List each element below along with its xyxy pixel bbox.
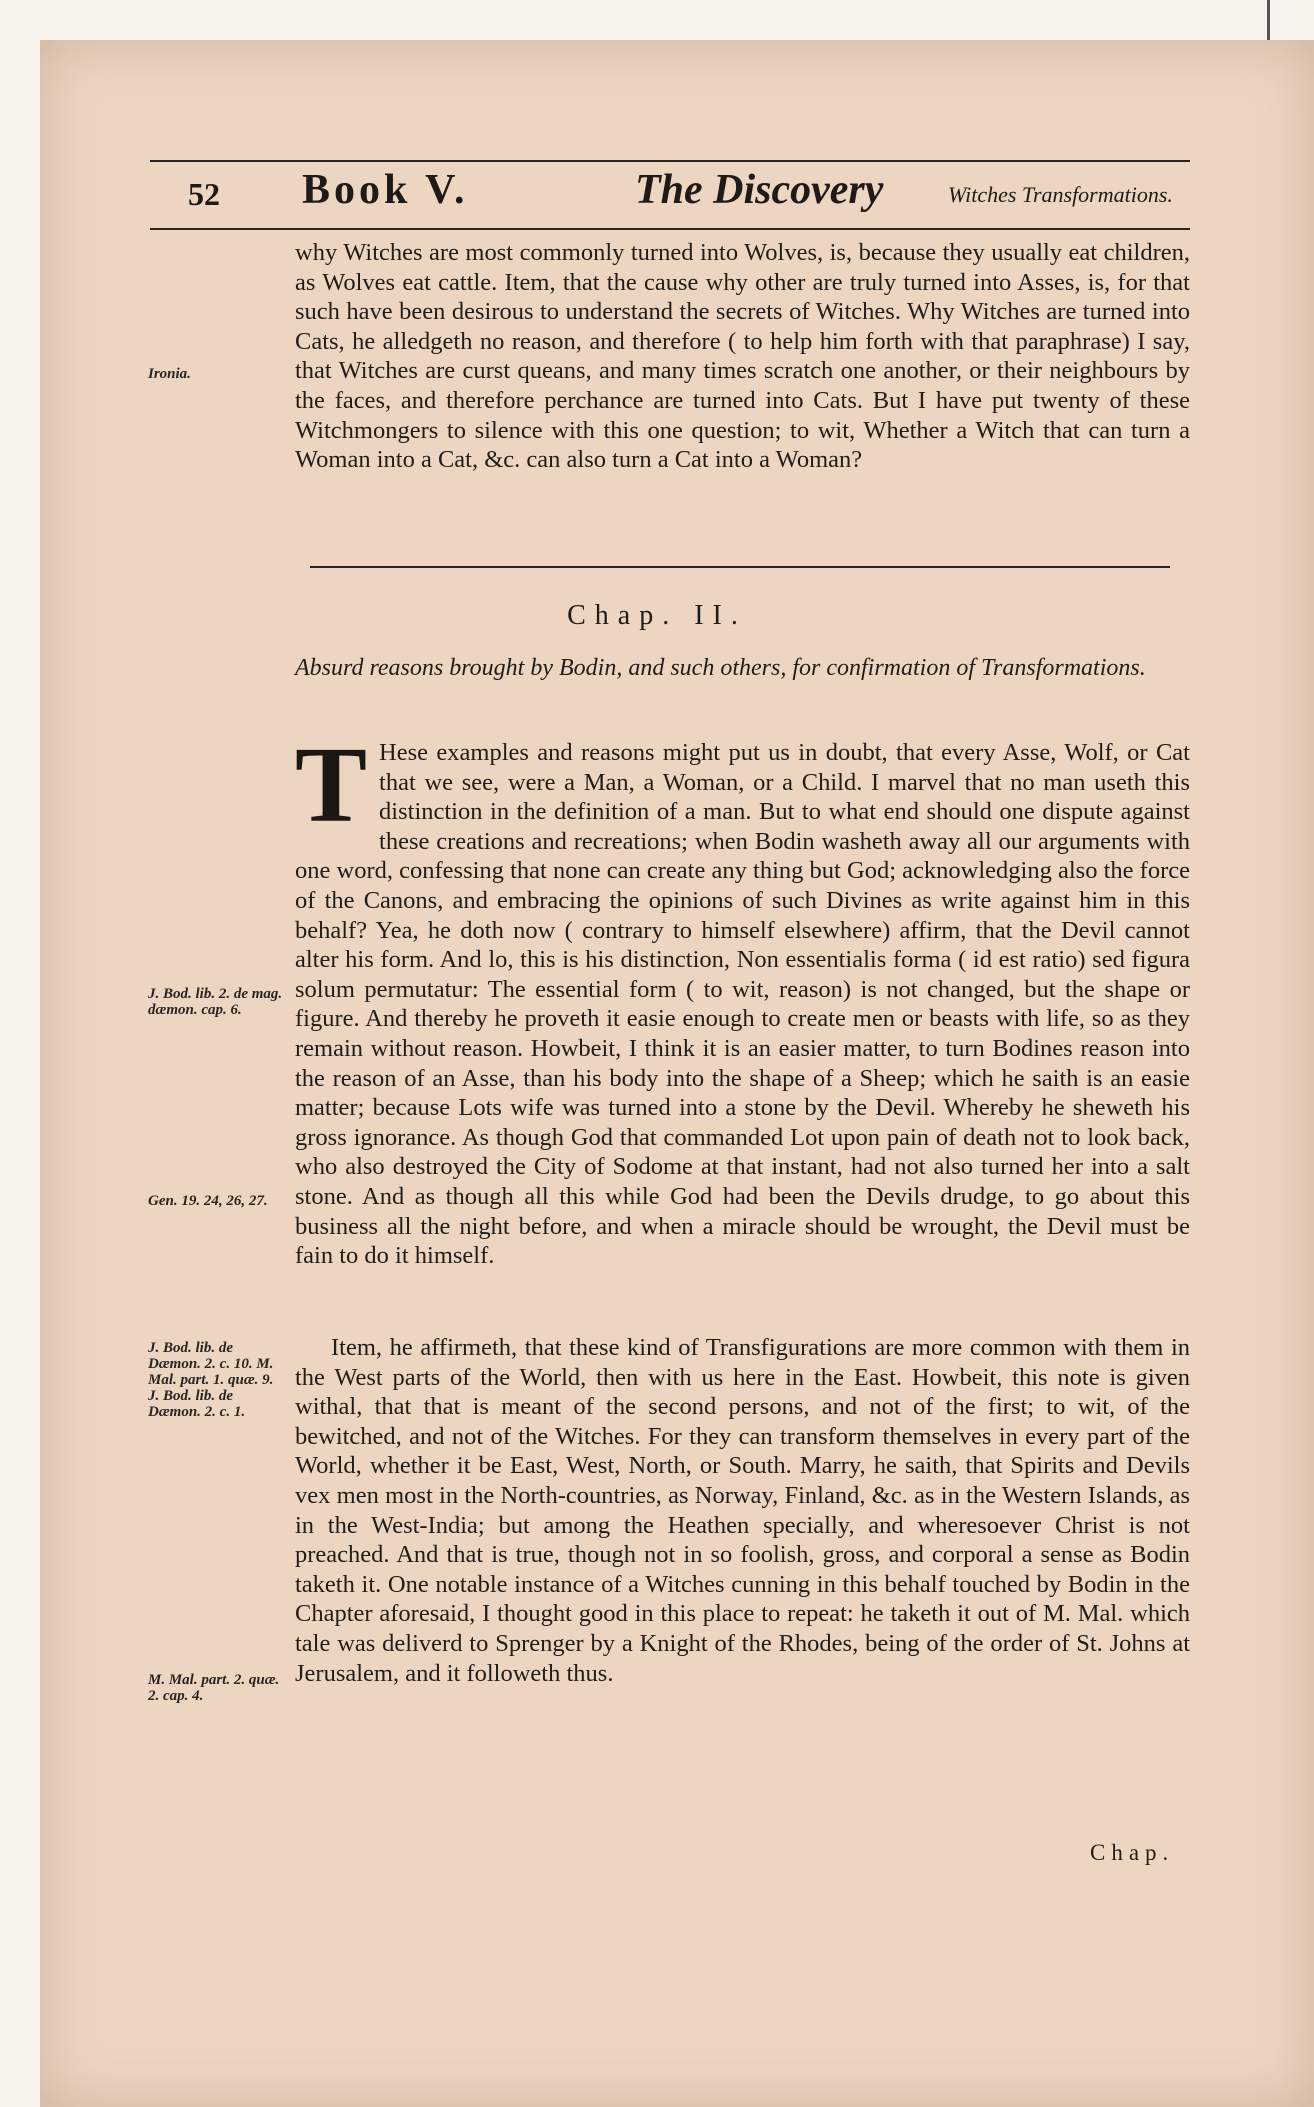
dropcap-letter: T — [295, 726, 368, 845]
margin-note-bodin-lib2: J. Bod. lib. 2. de mag. dæmon. cap. 6. — [148, 986, 283, 1018]
catchword: Chap. — [1090, 1840, 1175, 1865]
margin-note-malleus: M. Mal. part. 2. quæ. 2. cap. 4. — [148, 1672, 280, 1704]
main-paragraph-text: Hese examples and reasons might put us in doubt, that every Asse, Wolf, or Cat that we see, were a Man, a Woman, or a Child. I marvel that no man useth this distinction in the definition of a man. But to what end should one dispute against these creations and recreations; when Bodin washeth away all our arguments with one word, confessing that none can create any thing but God; acknowledging also the force of the Canons, and embracing the opinions of such Divines as write against him in this behalf? Yea, he doth now ( contrary to himself elsewhere) affirm, that the Devil cannot alter his form. And lo, this is his distinction, Non essentialis forma ( id est ratio) sed figura solum permutatur: The essential form ( to wit, reason) is not changed, but the shape or figure. And thereby he proveth it easie enough to create men or beasts with life, so as they remain without reason. Howbeit, I think it is an easier matter, to turn Bodines reason into the reason of an Asse, than his body into the shape of a Sheep; which he saith is an easie matter; because Lots wife was turned into a stone by the Devil. Whereby he sheweth his gross ignorance. As though God that commanded Lot upon pain of death not to look back, who also destroyed the City of Sodome at that instant, had not also turned her into a salt stone. And as though all this while God had been the Devils drudge, to go about this business all the night before, and when a miracle should be wrought, the Devil must be fain to do it himself. — [295, 739, 1190, 1270]
margin-note-genesis: Gen. 19. 24, 26, 27. — [148, 1193, 268, 1209]
chapter-subtitle: Absurd reasons brought by Bodin, and such others, for confirmation of Transformations. — [295, 655, 1146, 681]
page-number: 52 — [188, 176, 220, 212]
main-paragraph — [295, 726, 1190, 1271]
margin-note-ironia: Ironia. — [148, 366, 191, 382]
gutter-line — [1267, 0, 1270, 40]
book-label: Book V. — [302, 167, 469, 213]
running-title: Witches Transformations. — [948, 182, 1173, 207]
running-header — [150, 166, 1190, 226]
header-rule-top — [150, 160, 1190, 162]
chapter-title: Chap. II. — [567, 600, 747, 631]
header-title: The Discovery — [635, 167, 884, 213]
margin-note-bodin-daemon: J. Bod. lib. de Dæmon. 2. c. 10. M. Mal. part. 1. quæ. 9. J. Bod. lib. de Dæmon. 2. c. 1. — [148, 1340, 274, 1420]
second-paragraph: Item, he affirmeth, that these kind of Transfigurations are more common with them in the West parts of the World, then with us here in the East. Howbeit, this note is given withal, that that is meant of the second persons, and not of the first; to wit, of the bewitched, and not of the Witches. For they can transform themselves in every part of the World, whether it be East, West, North, or South. Marry, he saith, that Spirits and Devils vex men most in the North-countries, as Norway, Finland, &c. as in the Western Islands, as in the West-India; but among the Heathen specially, and wheresoever Christ is not preached. And that is true, though not in so foolish, gross, and corporal a sense as Bodin taketh it. One notable instance of a Witches cunning in this behalf touched by Bodin in the Chapter aforesaid, I thought good in this place to repeat: he taketh it out of M. Mal. which tale was deliverd to Sprenger by a Knight of the Rhodes, being of the order of St. Johns at Jerusalem, and it followeth thus. — [295, 1334, 1190, 1687]
section-divider — [310, 566, 1170, 568]
top-paragraph: why Witches are most commonly turned into Wolves, is, because they usually eat children, as Wolves eat cattle. Item, that the cause why other are truly turned into Asses, is, for that such have been desirous to understand the secrets of Witches. Why Witches are turned into Cats, he alledgeth no reason, and therefore ( to help him forth with that paraphrase) I say, that Witches are curst queans, and many times scratch one another, or their neighbours by the faces, and therefore perchance are turned into Cats. But I have put twenty of these Witchmongers to silence with this one question; to wit, Whether a Witch that can turn a Woman into a Cat, &c. can also turn a Cat into a Woman? — [295, 239, 1190, 474]
header-rule-bottom — [150, 228, 1190, 230]
